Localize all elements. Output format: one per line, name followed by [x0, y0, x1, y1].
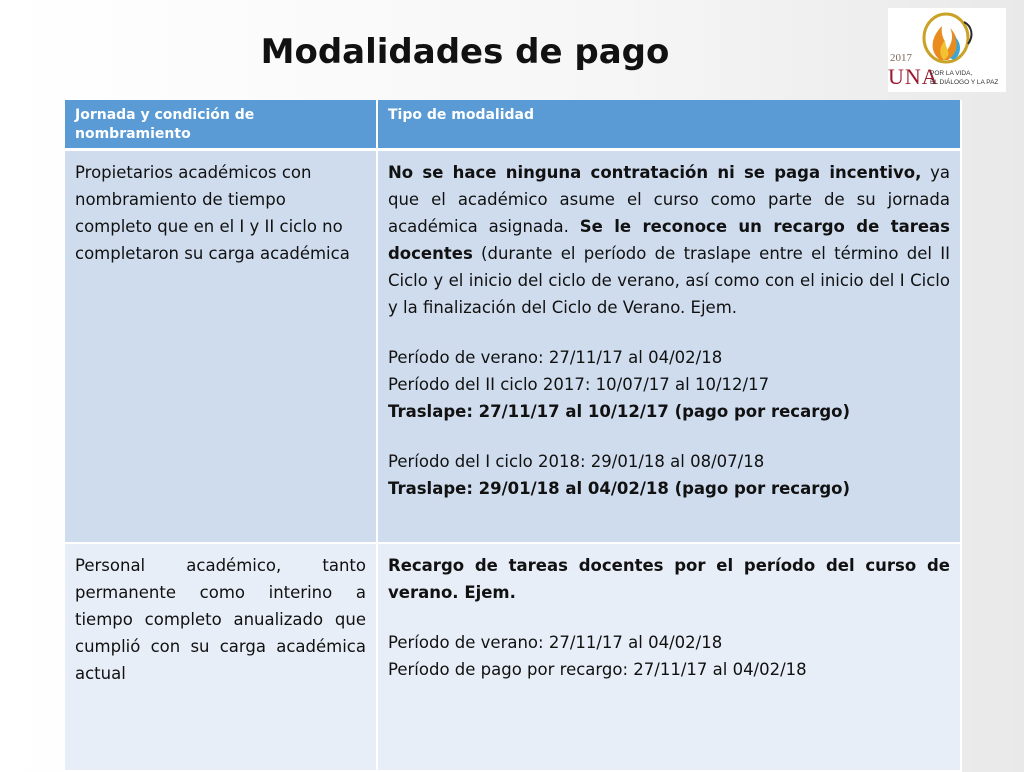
table-header-row: [65, 100, 961, 150]
row1-modality: [377, 150, 961, 543]
logo-tagline-1: POR LA VIDA,: [930, 70, 973, 77]
table-row: [65, 150, 961, 543]
slide-title: Modalidades de pago: [260, 32, 670, 72]
row2-description: Recargo de tareas docentes por el período del curso de verano. Ejem.: [388, 555, 950, 602]
row1-description: [388, 159, 950, 321]
row2-condition: Personal académico, tanto permanente como interino a tiempo completo anualizado que cumplió con su carga académica actual: [65, 543, 377, 771]
row2-line-1: Período de verano: 27/11/17 al 04/02/18: [388, 632, 723, 652]
logo-name: UNA: [888, 64, 939, 89]
row2-modality: [377, 543, 961, 771]
payment-modalities-table: [65, 100, 962, 772]
row1-bold-1: No se hace ninguna contratación ni se paga incentivo,: [388, 163, 922, 182]
row1-bold-2: Se le reconoce un recargo de tareas docentes: [388, 217, 950, 263]
header-modalidad: Tipo de modalidad: [377, 100, 961, 150]
row1-text-1: ya que el académico asume el curso como parte de su jornada académica asignada.: [388, 163, 950, 236]
logo-year: 2017: [890, 52, 912, 64]
table-row: [65, 543, 961, 771]
row1-line-5: Traslape: 29/01/18 al 04/02/18 (pago por recargo): [388, 479, 851, 498]
row1-line-3: Traslape: 27/11/17 al 10/12/17 (pago por recargo): [388, 402, 851, 421]
row1-line-4: Período del I ciclo 2018: 29/01/18 al 08/07/18: [388, 452, 765, 471]
header-jornada: Jornada y condición de nombramiento: [65, 100, 377, 150]
row2-line-2: Período de pago por recargo: 27/11/17 al 04/02/18: [388, 659, 807, 679]
row1-line-2: Período del II ciclo 2017: 10/07/17 al 10/12/17: [388, 375, 770, 394]
row1-condition: Propietarios académicos con nombramiento de tiempo completo que en el I y II ciclo no completaron su carga académica: [65, 150, 377, 543]
row1-line-1: Período de verano: 27/11/17 al 04/02/18: [388, 348, 723, 367]
logo-tagline-2: EL DIÁLOGO Y LA PAZ: [930, 79, 999, 86]
row1-text-2: (durante el período de traslape entre el término del II Ciclo y el inicio del ciclo de verano, así como con el inicio del I Ciclo y la finalización del Ciclo de Verano. Ejem.: [388, 244, 950, 317]
una-logo: [888, 8, 1006, 92]
